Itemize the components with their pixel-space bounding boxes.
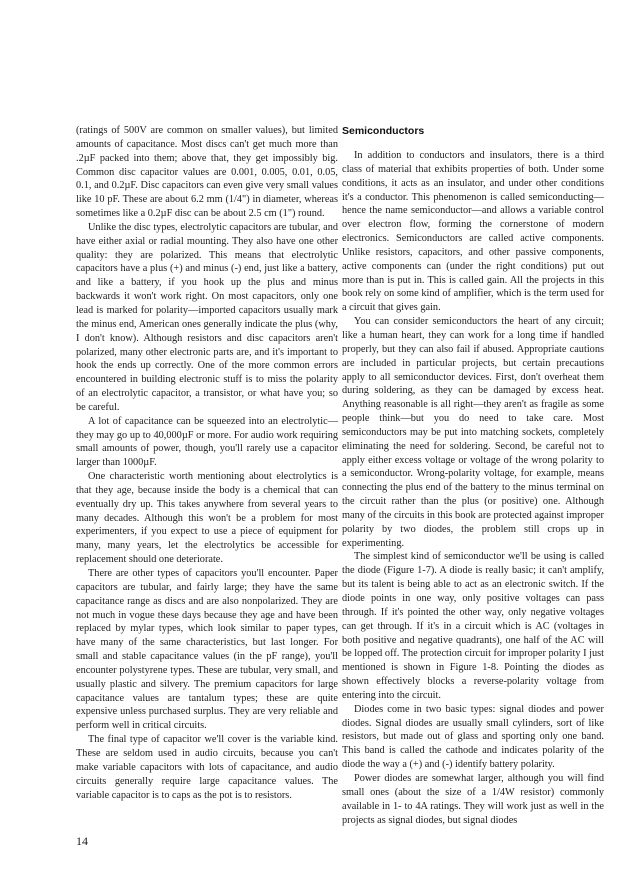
paragraph: (ratings of 500V are common on smaller values), but limited amounts of capacitance. Most discs can't get much more than .2µF packed into them; above that, they get impossibly big. Common disc capacitor values are 0.001, 0.005, 0.01, 0.05, 0.1, and 0.2µF. Disc capacitors can even give very small values like 10 pF. These are about 6.2 mm (1/4") in diameter, whereas sometimes like a 0.2µF disc can be about 2.5 cm (1") round.	[76, 125, 338, 220]
paragraph: The final type of capacitor we'll cover is the variable kind. These are seldom used in audio circuits, because you can't make variable capacitors with lots of capacitance, and audio circuits generally require large capacitance values. The variable capacitor is to caps as the pot is to resistors.	[76, 734, 338, 801]
left-column	[76, 124, 338, 802]
paragraph: Power diodes are somewhat larger, although you will find small ones (about the size of a 1/4W resistor) commonly available in 1- to 4A ratings. They will work just as well in the projects as signal diodes, but signal diodes	[342, 772, 604, 826]
paragraph: One characteristic worth mentioning about electrolytics is that they age, because inside the body is a chemical that can eventually dry up. This takes anywhere from several years to many decades. Although this won't be a problem for most experimenters, if you expect to use a piece of equipment for many, many years, let the electrolytics be accessible for replacement should one deteriorate.	[76, 471, 338, 566]
paragraph: There are other types of capacitors you'll encounter. Paper capacitors are tubular, and fairly large; they have the same capacitance range as discs and are also nonpolarized. They are not much in vogue these days because they age and have been replaced by mylar types, which look similar to paper types, have many of the same characteristics, but last longer. For small and stable capacitance values (in the pF range), you'll encounter polystyrene types. These are tubular, very small, and usually plastic and silvery. The premium capacitors for large capacitance values are tantalum types; these are quite expensive unless purchased surplus. They are very reliable and perform well in critical circuits.	[76, 568, 338, 732]
paragraph: A lot of capacitance can be squeezed into an electrolytic—they may go up to 40,000µF or more. For audio work requiring small amounts of power, though, you'll rarely use a capacitor larger than 1000µF.	[76, 415, 338, 469]
page-number: 14	[76, 834, 88, 848]
paragraph: Diodes come in two basic types: signal diodes and power diodes. Signal diodes are usually small cylinders, sort of like resistors, but made out of glass and sporting only one band. This band is called the cathode and indicates polarity of the diode the way a (+) and (-) identify battery polarity.	[342, 703, 604, 771]
paragraph: You can consider semiconductors the heart of any circuit; like a human heart, they can work for a long time if handled properly, but they can also fail if abused. Appropriate cautions are included in particular projects, but certain precautions apply to all semiconductor devices. First, don't overheat them during soldering, as they can be damaged by excess heat. Anything reasonable is all right—they aren't as fragile as some people think—but you do need to take care. Most semiconductors may be put into matching sockets, completely eliminating the need for soldering. Second, be careful not to apply either excess voltage or voltage of the wrong polarity to a semiconductor. Wrong-polarity voltage, for example, means connecting the plus end of the battery to the minus terminal on the circuit rather than the plus (or positive) one. Although many of the circuits in this book are protected against improper polarity by two diodes, the problem still crops up in experimenting.	[342, 316, 604, 549]
right-column	[342, 124, 604, 827]
section-heading: Semiconductors	[342, 125, 425, 137]
paragraph: In addition to conductors and insulators, there is a third class of material that exhibits properties of both. Under some conditions, it acts as an insulator, and under other conditions it's a conductor. This phenomenon is called semiconducting—hence the name semiconductor—and allows a variable control over electron flow, forming the cornerstone of modern electronics. Semiconductors are called active components. Unlike resistors, capacitors, and other passive components, active components can (under the right conditions) put out more than is put in. This is called gain. All the projects in this book rely on some kind of amplifier, which is the term used for a circuit that gives gain.	[342, 150, 604, 314]
paragraph: Unlike the disc types, electrolytic capacitors are tubular, and have either axial or radial mounting. They also have one other quality: they are polarized. This means that electrolytic capacitors have a plus (+) and minus (-) end, just like a battery, and like a battery, if you hook up the plus and minus backwards it won't work right. On most capacitors, only one lead is marked for polarity—imported capacitors usually mark the minus end, American ones generally indicate the plus (why, I don't know). Although resistors and disc capacitors aren't polarized, many other electronic parts are, and it's important to hook the ends up correctly. One of the more common errors encountered in building electronic stuff is to miss the polarity of an electrolytic capacitor, a transistor, or what have you; so be careful.	[76, 221, 338, 413]
paragraph: The simplest kind of semiconductor we'll be using is called the diode (Figure 1-7). A diode is really basic; it can't amplify, but its talent is being able to act as an electronic switch. If the diode points in one way, only positive voltages can pass through. If it's pointed the other way, only negative voltages can get through. If it's in a circuit which is AC (voltages in both positive and negative quadrants), one half of the AC will be lopped off. The protection circuit for improper polarity I just mentioned is shown in Figure 1-8. Pointing the diodes as shown effectively blocks a reverse-polarity voltage from entering into the circuit.	[342, 551, 604, 701]
